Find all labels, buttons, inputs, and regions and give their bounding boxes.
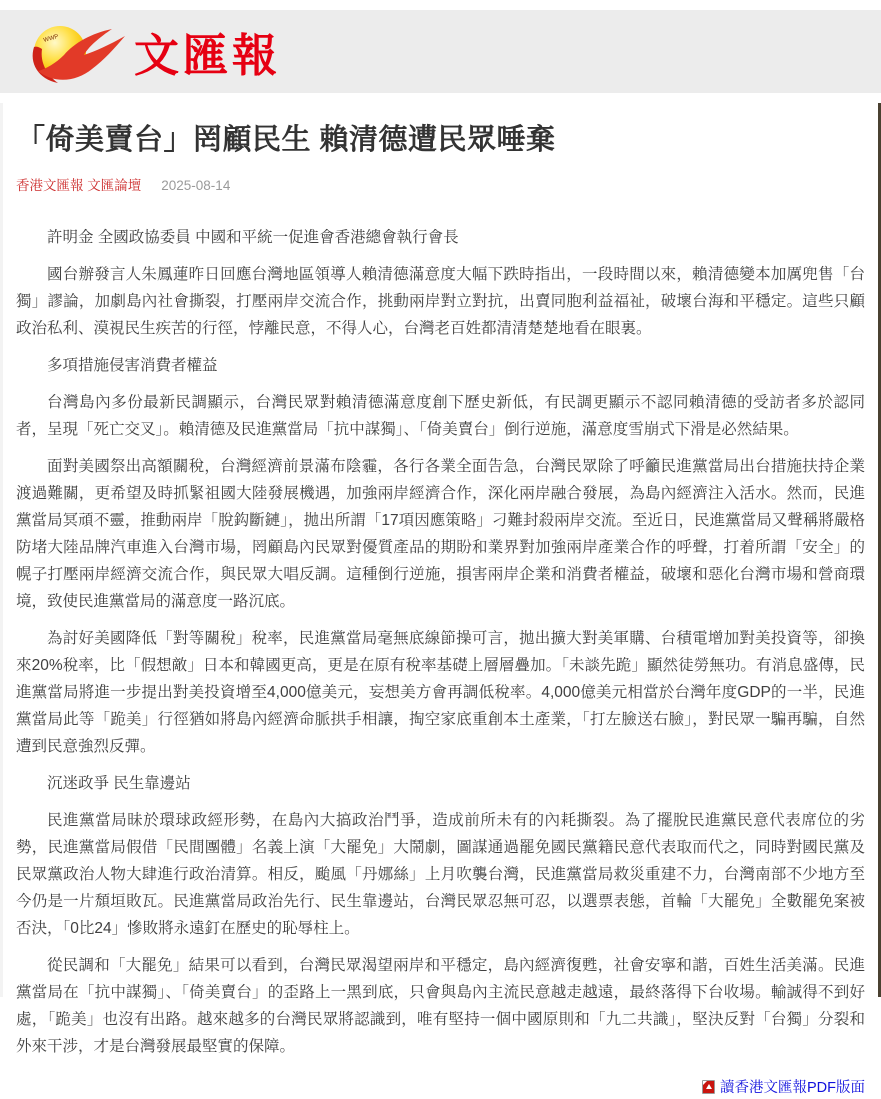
- section-subhead: 沉迷政爭 民生靠邊站: [47, 775, 191, 792]
- logo-mark-text: WWP: [42, 33, 60, 44]
- article-title: 「倚美賣台」罔顧民生 賴清德遭民眾唾棄: [16, 124, 556, 156]
- article-source-link[interactable]: 香港文匯報 文匯論壇: [16, 178, 142, 193]
- wenweipo-logo-icon: [28, 19, 128, 85]
- site-header: [0, 10, 881, 93]
- logo-text: 文匯報: [134, 31, 282, 81]
- paragraph: 面對美國祭出高額關稅，台灣經濟前景滿布陰霾，各行各業全面告急，台灣民眾除了呼籲民進黨當局出台措施扶持企業渡過難關，更希望及時抓緊祖國大陸發展機遇，加強兩岸經濟合作，深化兩岸融合發展，為島內經濟注入活水。然而，民進黨當局冥頑不靈，推動兩岸「脫鈎斷鏈」，拋出所謂「17項因應策略」刁難封殺兩岸交流。至近日，民進黨當局又聲稱將嚴格防堵大陸品牌汽車進入台灣市場，罔顧島內民眾對優質產品的期盼和業界對加強兩岸產業合作的呼聲，打着所謂「安全」的幌子打壓兩岸經濟交流合作，與民眾大唱反調。這種倒行逆施，損害兩岸企業和消費者權益，破壞和惡化台灣市場和營商環境，致使民進黨當局的滿意度一路沉底。: [16, 458, 865, 610]
- paragraph: 為討好美國降低「對等關稅」稅率，民進黨當局毫無底線節操可言，拋出擴大對美軍購、台積電增加對美投資等，卻換來20%稅率，比「假想敵」日本和韓國更高，更是在原有稅率基礎上層層疊加。「未談先跪」顯然徒勞無功。有消息盛傳，民進黨當局將進一步提出對美投資增至4,000億美元，妄想美方會再調低稅率。4,000億美元相當於台灣年度GDP的一半，民進黨當局此等「跪美」行徑猶如將島內經濟命脈拱手相讓，掏空家底重創本土產業，「打左臉送右臉」，對民眾一騙再騙，自然遭到民意強烈反彈。: [16, 630, 865, 755]
- left-edge-line: [0, 103, 3, 997]
- pdf-link-row: [16, 1076, 865, 1099]
- article-date: 2025-08-14: [161, 178, 231, 193]
- article-body: [16, 224, 865, 1060]
- wenweipo-logo[interactable]: [28, 19, 281, 85]
- pdf-file-icon: [702, 1080, 715, 1094]
- paragraph: 從民調和「大罷免」結果可以看到，台灣民眾渴望兩岸和平穩定，島內經濟復甦，社會安寧和諧，百姓生活美滿。民進黨當局在「抗中謀獨」、「倚美賣台」的歪路上一黑到底，只會與島內主流民意越走越遠，最終落得下台收場。輸誠得不到好處，「跪美」也沒有出路。越來越多的台灣民眾將認識到，唯有堅持一個中國原則和「九二共識」，堅決反對「台獨」分裂和外來干涉，才是台灣發展最堅實的保障。: [16, 957, 865, 1055]
- byline: [16, 174, 865, 194]
- paragraph: 國台辦發言人朱鳳蓮昨日回應台灣地區領導人賴清德滿意度大幅下跌時指出，一段時間以來，賴清德變本加厲兜售「台獨」謬論，加劇島內社會撕裂，打壓兩岸交流合作，挑動兩岸對立對抗，出賣同胞利益福祉，破壞台海和平穩定。這些只顧政治私利、漠視民生疾苦的行徑，悖離民意，不得人心，台灣老百姓都清清楚楚地看在眼裏。: [16, 266, 865, 337]
- pdf-version-link[interactable]: [702, 1076, 865, 1097]
- paragraph: 民進黨當局昧於環球政經形勢，在島內大搞政治鬥爭，造成前所未有的內耗撕裂。為了擺脫民進黨民意代表席位的劣勢，民進黨當局假借「民間團體」名義上演「大罷免」大鬧劇，圖謀通過罷免國民黨籍民意代表取而代之，同時對國民黨及民眾黨政治人物大肆進行政治清算。相反，颱風「丹娜絲」上月吹襲台灣，民進黨當局救災重建不力，台灣南部不少地方至今仍是一片頹垣敗瓦。民進黨當局政治先行、民生靠邊站，台灣民眾忍無可忍，以選票表態，首輪「大罷免」全數罷免案被否決，「0比24」慘敗將永遠釘在歷史的恥辱柱上。: [16, 812, 865, 937]
- article: [0, 121, 881, 1099]
- author-line: 許明金 全國政協委員 中國和平統一促進會香港總會執行會長: [47, 229, 459, 246]
- section-subhead: 多項措施侵害消費者權益: [47, 357, 218, 374]
- paragraph: 台灣島內多份最新民調顯示，台灣民眾對賴清德滿意度創下歷史新低，有民調更顯示不認同賴清德的受訪者多於認同者，呈現「死亡交叉」。賴清德及民進黨當局「抗中謀獨」、「倚美賣台」倒行逆施，滿意度雪崩式下滑是必然結果。: [16, 394, 865, 438]
- pdf-link-label: 讀香港文匯報PDF版面: [720, 1080, 865, 1096]
